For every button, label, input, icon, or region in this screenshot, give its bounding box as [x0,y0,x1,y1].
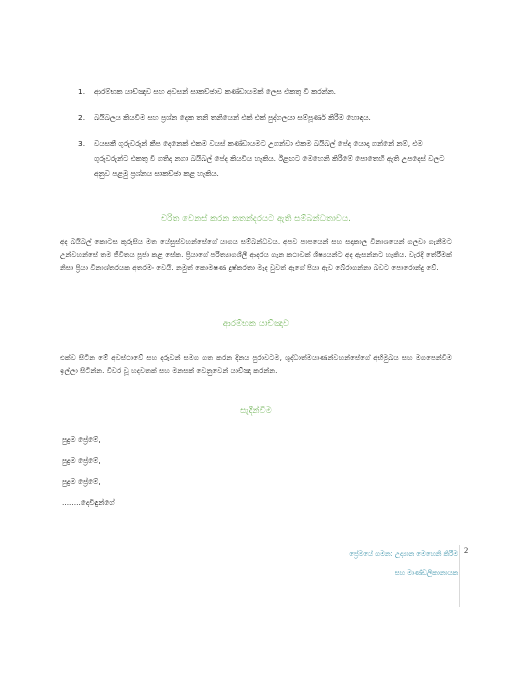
page-number: 2 [464,545,469,555]
list-item-text: වයසකී ගුරුවරුන් කීප දෙනෙක් එකම වයස් කණ්ඩායමට උගන්වා එකම බයිබල් පේද යොදා ගන්නේ නම්, එම ගුරුවරුන්ට එකතු වී ගතිද නගා බයිබල් පේද කියවිය හැකිය. ඊළඟට මෙහෙනි කිරීමේ පොතෙහි ඇති උපදෙස් වලට අනුව පළමු ප්‍රශ්නය සාකච්ඡා කළ හැකිය. [94,139,445,178]
song-line: පුදුම ප්‍රේමේ, [62,456,101,465]
section-heading-story-connection: චරිත වෙනස් කරන නතන්දරයට ඇති සම්බන්ධතාවය. [161,214,351,224]
list-item-number: 3. [78,139,86,148]
list-item [78,136,450,181]
song-line: පුදුම ප්‍රේමේ, [62,435,101,444]
song-line: පුදුම ප්‍රේමේ, [62,477,101,486]
section-heading-opening-prayer: ආරම්භක යාච්ඤාව [222,319,290,329]
list-item [78,84,450,99]
footer-title: ප්‍රේමයේ ගමන: උද්‍යාන මෙහෙනි කිරීම [349,550,458,558]
list-item [78,110,450,125]
song-line: ........දෙවිඳුන්ගේ [62,498,115,507]
section-paragraph-story-connection: අද බයිබල් කොටස කුරුසිය මත යේසුස්වහන්සේගේ යාගය සම්බන්ධවය. අපව පාපයෙන් සහ සදාකාල විනාශයෙන් ගලවා ගැනීමට උන්වහන්සේ තම ජීවිතය පූජා කළ සේක. ප්‍රියාගේ පරිත්‍යාගශීලී ආදරය ගැන කථාවක් ශිෂ්‍යයන්ට අද ඇසන්නට හැකිය. වැරදි තේරීමක් නිසා ප්‍රියා විනාශ්තරයක අතරමං වෙයි. නමුත් කොමෂණ දුෂ්කරතා මැද වුවත් ඇගේ පියා ඇව බේරාගන්නා බවට පොරොන්දු වේ. [60,237,452,272]
list-item-text: බයිබලය කියවීම සහ ප්‍රශ්න දෙක තනි තනියෙන් එක් එක් පුද්ගලයා සම්පූර්ණ කිරීම හොඳය. [94,113,371,122]
list-item-text: ආරම්භක යාච්ඤාව සහ අවසන් සාකච්ඡාව කණ්ඩායමක් ලෙස එකතු වී කරන්න. [94,87,336,96]
instruction-list [78,84,450,192]
list-item-number: 1. [78,87,86,96]
list-item-number: 2. [78,113,86,122]
footer-subtitle: සහ මාණ්ඩලිකානායක [394,569,458,577]
section-heading-introduction: සැදීන්වීම [240,406,272,416]
section-paragraph-opening-prayer: එක්ව සිටින මේ අවස්ථාවේ සහ දරුවන් සමග ගත කරන දිනය පුරාවටම, ශුද්ධාත්මයාණන්වහන්සේගේ අභිමුඛය සහ මගපෙන්වීම ඉල්ලා සිටින්න. විවර වූ හදවතක් සහ මනසක් වෙනුවෙන් යාච්ඤා කරන්න. [60,353,452,375]
footer-divider [459,545,460,607]
